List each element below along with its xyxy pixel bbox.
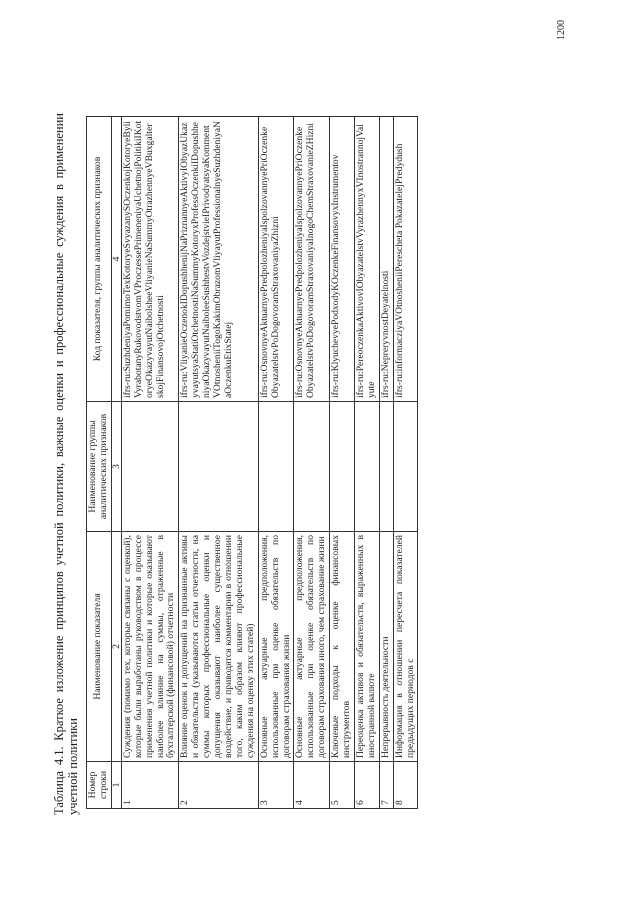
indicator-code: ifrs-ru:OsnovnyeAktuarnyePredpolozheniyaIspolzovannyePriOczenkeObyazatelstvPoDogovoramStraxovaniyaInogoChemStraxovanieZHizni [294,117,330,402]
group-name [354,402,379,532]
indicator-name: Основные актуарные предположения, использованные при оценке обязательств по договорам страхования иного, чем страхование жизни [294,532,330,762]
header-indicator-code: Код показателя, группы аналитических признаков [87,117,112,402]
group-name [330,402,355,532]
indicator-code: ifrs-ru:PereoczenkaAktivovIObyazatelstvVyrazhennyxVInostrannojValyute [354,117,379,402]
group-name [258,402,294,532]
row-number: 4 [294,762,330,809]
page-number: 1200 [556,20,567,40]
indicator-name: Влияние оценок и допущений на признанные активы и обязательства (указываются статьи отчетности, на суммы которых профессиональные оценки и допущения оказывают наиболее существенное воздействие, и приводятся комментарии в отношении того, каким образом влияют профессиональные суждения на оценку этих статей) [179,532,258,762]
accounting-policy-table [86,116,418,809]
index-cell: 1 [111,762,121,809]
table-row [354,117,379,809]
group-name [379,402,393,532]
table-row [379,117,393,809]
index-cell: 3 [111,402,121,532]
table-header-row [87,117,112,809]
indicator-code: ifrs-ru:NepreryvnostDeyatelnosti [379,117,393,402]
table-row [294,117,330,809]
indicator-code: ifrs-ru:OsnovnyeAktuarnyePredpolozheniyaIspolzovannyePriOczenkeObyazatelstvPoDogovoramStraxovaniyaZhizni [258,117,294,402]
indicator-name: Ключевые подходы к оценке финансовых инструментов [330,532,355,762]
indicator-name: Основные актуарные предположения, использованные при оценке обязательств по договорам страхования жизни [258,532,294,762]
table-row [179,117,258,809]
indicator-name: Суждения (помимо тех, которые связаны с оценкой), которые были выработаны руководством в процессе применения учетной политики и которые оказывают наиболее влияние на суммы, отраженные в бухгалтерской (финансовой) отчетности [121,532,179,762]
index-cell: 2 [111,532,121,762]
indicator-name: Переоценка активов и обязательств, выраженных в иностранной валюте [354,532,379,762]
table-row [393,117,418,809]
row-number: 1 [121,762,179,809]
header-row-number: Номер строки [87,762,112,809]
header-group-name: Наименование группы аналитических признаков [87,402,112,532]
row-number: 7 [379,762,393,809]
table-index-row [111,117,121,809]
indicator-name: Непрерывность деятельности [379,532,393,762]
group-name [179,402,258,532]
header-indicator-name: Наименование показателя [87,532,112,762]
indicator-code: ifrs-ru:informacziyaVOtnosheniiPerescheta PokazatelejPredydush [393,117,418,402]
indicator-code: ifrs-ru:VliyanieOczenokIDopushhenijNaPriznannyeAktivyIObyazUkazyvayutsyaStatiOtchetnostiNaSummyKotoryxProfessOczenkiIDopushheniyaOkazyvayutNaiboleeSushhestvVozdejstvieIPrivodyatsyaKommentVOtnosheniiTogoKakimObrazomVliyayutProfessionalnyeSuzhdeniyaNaOczenkuEtixStatej [179,117,258,402]
table-row [121,117,179,809]
table-caption: Таблица 4.1. Краткое изложение принципов учетной политики, важные оценки и профессиональные суждения в применении учетной политики [52,113,80,815]
indicator-name: Информация в отношении пересчета показателей предыдущих периодов с [393,532,418,762]
group-name [294,402,330,532]
table-row [258,117,294,809]
row-number: 6 [354,762,379,809]
row-number: 3 [258,762,294,809]
row-number: 5 [330,762,355,809]
row-number: 8 [393,762,418,809]
group-name [121,402,179,532]
table-row [330,117,355,809]
row-number: 2 [179,762,258,809]
indicator-code: ifrs-ru:KlyuchevyePodxodyKOczenkeFinansovyxInstrumentov [330,117,355,402]
group-name [393,402,418,532]
indicator-code: ifrs-ru:SuzhdeniyaPomimoTexKotoryeSvyazanySOczenkojKotoryeByliVyrabotanyRukovodstvomVProczessePrimeneniyaUchetnojPolitikiIKotoryeOkazyvayutNaibolsheeVliyanieNaSummyOtrazhennyeVBuxgalterskojFinansovojOtchetnosti [121,117,179,402]
index-cell: 4 [111,117,121,402]
